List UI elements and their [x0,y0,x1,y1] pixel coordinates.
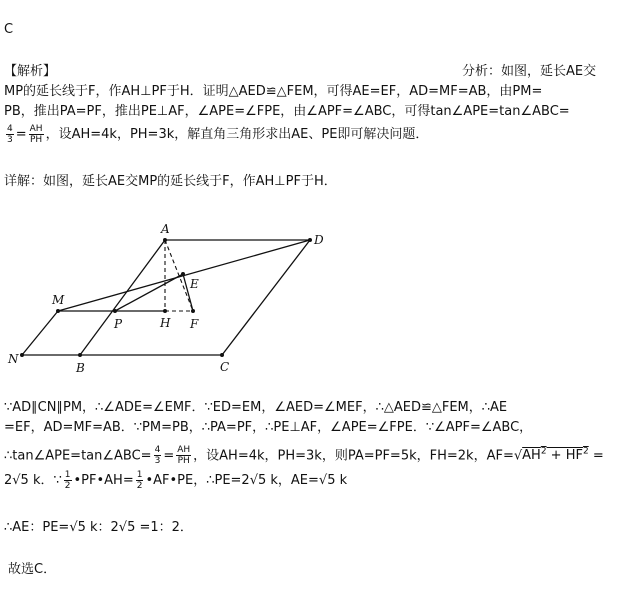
analysis-tag: 【解析】 [4,64,57,79]
detail-line-4: 2√5 k．∵ $\frac{1}{2}$ •PF•AH= $\frac{1}{2}$ •AF•PE，∴PE=2√5 k，AE=√5 k [4,470,348,491]
detail-line-3: ∴tan∠APE=tan∠ABC= $\frac{4}{3}$ = $\frac{AH}{PH}$ ，设AH=4k，PH=3k，则PA=PF=5k，FH=2k，$AF=√AH^2 + HF^2$ = [4,445,604,467]
point-label-d: D [314,233,324,247]
point-label-p: P [114,317,123,331]
fraction: $\frac{1}{2}$ [136,470,143,491]
analysis-line-4: $\frac{4}{3}$ = $\frac{AH}{PH}$ ，设AH=4k，PH=3k，解直角三角形求出AE、PE即可解决问题． [7,124,429,145]
point-label-b: B [76,361,85,375]
point-label-h: H [160,316,171,330]
fraction: $\frac{4}{3}$ [154,445,161,467]
point-label-c: C [220,360,230,374]
detail-intro: 详解：如图，延长AE交MP的延长线于F，作AH⊥PF于H． [4,174,337,189]
analysis-line-3: PB，推出PA=PF，推出PE⊥AF，∠APE=∠FPE，由∠APF=∠ABC，可得tan∠APE=tan∠ABC= [4,104,570,119]
fraction: $\frac{4}{3}$ [7,124,13,145]
answer-letter: C [4,22,14,37]
analysis-line-1: 分析：如图，延长AE交 [462,64,597,79]
sqrt-radicand: $AH^2 + HF^2$ [522,447,589,464]
sqrt-sign: √ [513,448,523,464]
fraction: $\frac{AH}{PH}$ [177,445,191,467]
analysis-line-2: MP的延长线于F，作AH⊥PF于H．证明△AED≌△FEM，可得AE=EF，AD=MF=AB，由PM= [4,84,543,99]
point-label-f: F [190,317,199,331]
ratio-line: ∴AE：PE=√5 k：2√5 =1：2． [4,520,193,535]
point-label-m: M [52,293,65,307]
fraction: $\frac{AH}{PH}$ [29,124,43,145]
point-label-a: A [161,222,170,236]
detail-line-2: =EF，AD=MF=AB．∵PM=PB，∴PA=PF，∴PE⊥AF，∠APE=∠FPE．∵∠APF=∠ABC， [4,420,533,435]
point-label-n: N [8,352,19,366]
detail-line-1: ∵AD∥CN∥PM，∴∠ADE=∠EMF．∵ED=EM，∠AED=∠MEF，∴△AED≌△FEM，∴AE [4,400,508,415]
fraction: $\frac{1}{2}$ [64,470,71,491]
geometry-figure [0,215,330,375]
conclusion: 故选C． [8,562,57,577]
point-label-e: E [190,277,199,291]
